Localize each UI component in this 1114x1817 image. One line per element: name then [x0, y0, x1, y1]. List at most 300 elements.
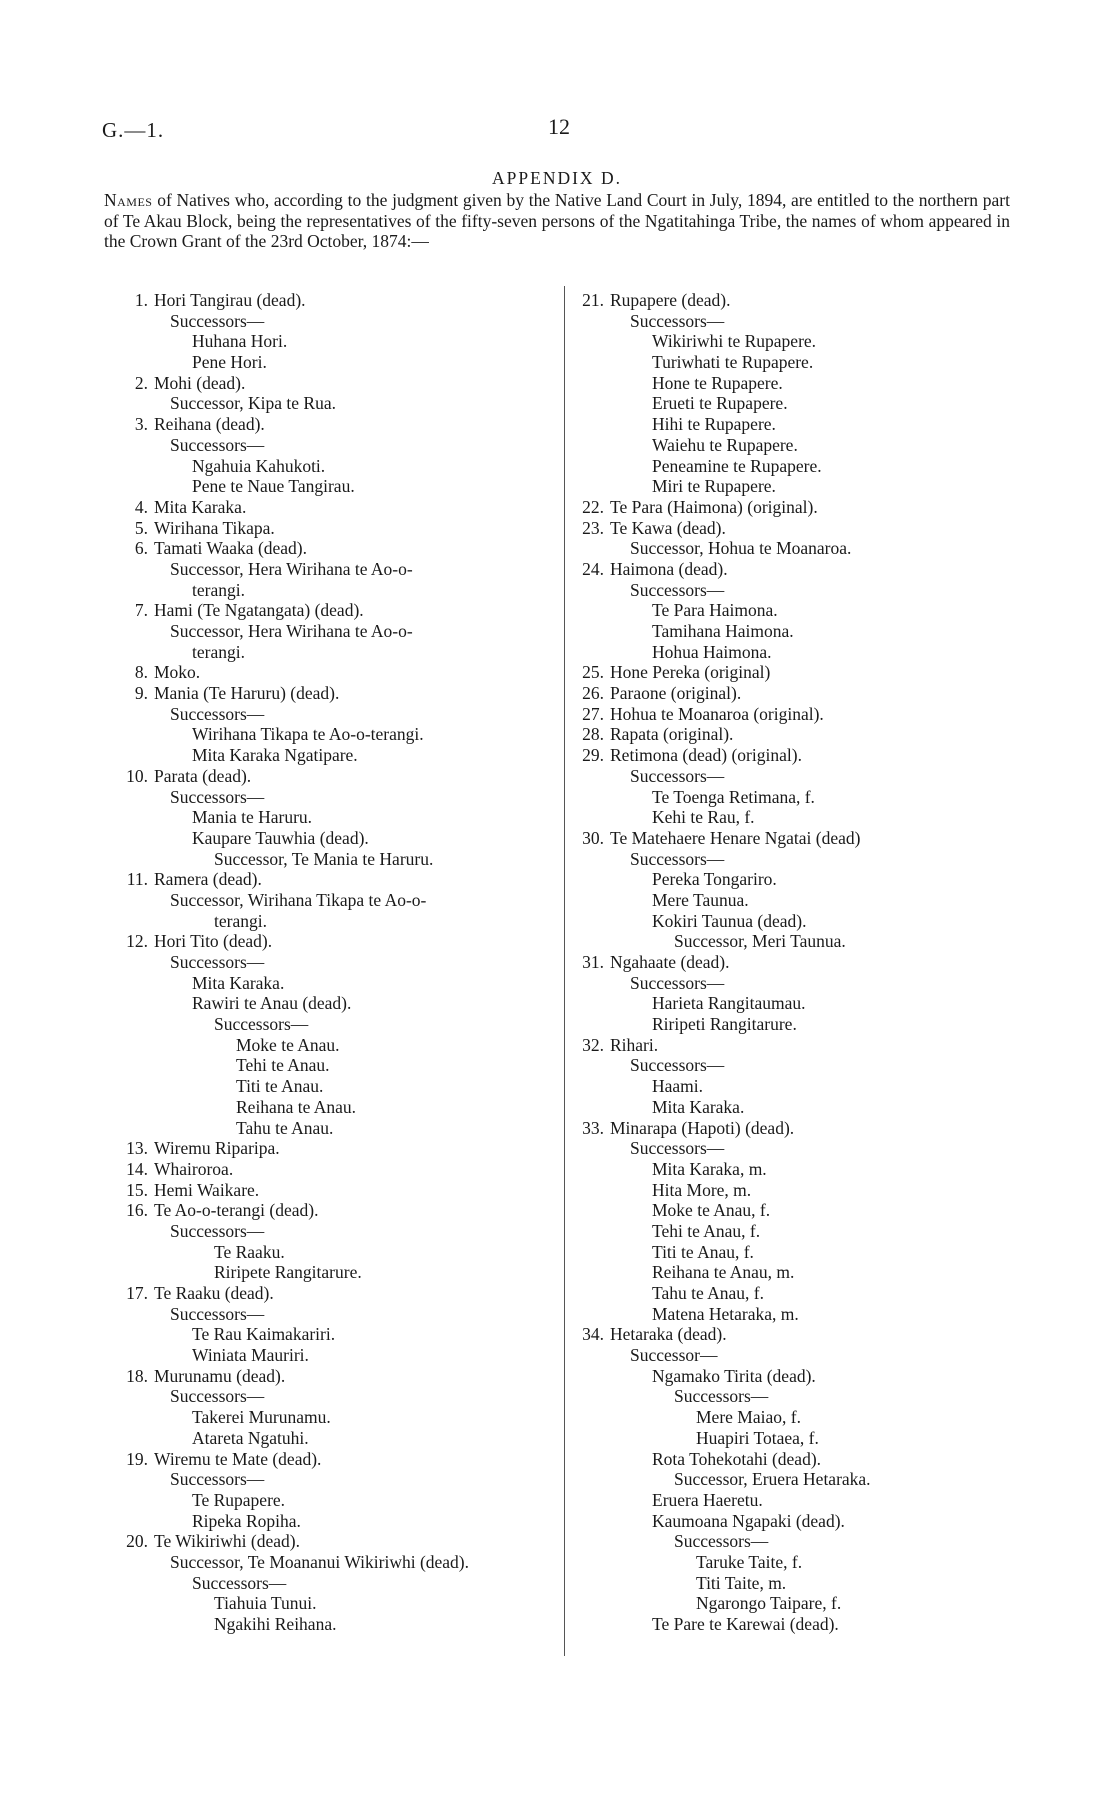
entry-text: Parata (dead). [154, 765, 252, 786]
entry-text: Successor, Hera Wirihana te Ao-o- [170, 558, 413, 579]
sub-entry-row [104, 1407, 554, 1428]
entry-text: Successors— [674, 1531, 769, 1552]
entry-number: 14. [126, 1158, 148, 1179]
entry-row [560, 724, 1020, 745]
entry-text: Wirihana Tikapa te Ao-o-terangi. [192, 724, 424, 745]
entry-row [104, 1200, 554, 1221]
entry-text: Te Kawa (dead). [610, 517, 726, 538]
entry-number: 31. [582, 952, 604, 972]
intro-lead: Names [104, 190, 153, 210]
entry-row [104, 766, 554, 787]
entry-text: Hori Tito (dead). [154, 931, 273, 952]
sub-entry-row [560, 331, 1020, 352]
sub-entry-row [104, 1573, 554, 1594]
sub-entry-row [104, 331, 554, 352]
entry-text: terangi. [192, 579, 245, 600]
entry-text: Miri te Rupapere. [652, 476, 776, 497]
entry-text: Successor, Wirihana Tikapa te Ao-o- [170, 889, 427, 910]
entry-text: Mere Taunua. [652, 889, 749, 910]
entry-text: Murunamu (dead). [154, 1365, 286, 1386]
entry-number: 26. [582, 683, 604, 704]
entry-text: Successors— [630, 310, 725, 331]
sub-entry-row [560, 1449, 1020, 1470]
sub-entry-row [104, 1118, 554, 1139]
entry-row [560, 952, 1020, 973]
entry-text: Mania (Te Haruru) (dead). [154, 683, 340, 704]
entry-text: Titi Taite, m. [696, 1572, 787, 1593]
entry-text: Peneamine te Rupapere. [652, 455, 822, 476]
sub-entry-row [560, 352, 1020, 373]
sub-entry-row [104, 559, 554, 580]
entry-row [560, 745, 1020, 766]
entry-row [104, 518, 554, 539]
entry-row [560, 290, 1020, 311]
entry-text: Successors— [170, 1469, 265, 1490]
entry-text: Mania te Haruru. [192, 807, 313, 828]
entry-number: 7. [134, 600, 148, 621]
entry-text: Te Rau Kaimakariri. [192, 1324, 336, 1345]
entry-text: Te Pare te Karewai (dead). [652, 1614, 839, 1634]
sub-entry-row [560, 787, 1020, 808]
sub-entry-row [104, 993, 554, 1014]
sub-entry-row [560, 373, 1020, 394]
sub-entry-row [560, 456, 1020, 477]
sub-entry-row [560, 1428, 1020, 1449]
entry-number: 27. [582, 703, 604, 724]
entry-number: 19. [126, 1448, 148, 1469]
entry-text: Winiata Mauriri. [192, 1345, 309, 1366]
entry-row [104, 1138, 554, 1159]
sub-entry-row [560, 973, 1020, 994]
sub-entry-row [104, 890, 554, 911]
entry-number: 2. [134, 372, 148, 393]
sub-entry-row [104, 1511, 554, 1532]
sub-entry-row [560, 1221, 1020, 1242]
sub-entry-row [560, 1531, 1020, 1552]
sub-entry-row [560, 1304, 1020, 1325]
entry-text: Ripeka Ropiha. [192, 1510, 301, 1531]
entry-number: 23. [582, 517, 604, 538]
sub-entry-row [560, 911, 1020, 932]
entry-text: Whairoroa. [154, 1158, 234, 1179]
entry-number: 20. [126, 1531, 148, 1552]
entry-row [104, 683, 554, 704]
sub-entry-row [104, 476, 554, 497]
entry-text: Mere Maiao, f. [696, 1407, 801, 1428]
entry-text: Successor, Kipa te Rua. [170, 393, 336, 414]
sub-entry-row [104, 1262, 554, 1283]
entry-text: Successors— [630, 1055, 725, 1076]
entry-text: Ngamako Tirita (dead). [652, 1365, 816, 1386]
entry-text: Ngakihi Reihana. [214, 1614, 337, 1634]
entry-text: Te Wikiriwhi (dead). [154, 1531, 300, 1552]
entry-number: 24. [582, 558, 604, 579]
sub-entry-row [104, 745, 554, 766]
entry-text: Kaupare Tauwhia (dead). [192, 827, 369, 848]
sub-entry-row [560, 1097, 1020, 1118]
sub-entry-row [560, 621, 1020, 642]
sub-entry-row [104, 1614, 554, 1635]
entry-text: Hohua Haimona. [652, 641, 772, 662]
entry-number: 11. [126, 869, 148, 890]
entry-row [560, 683, 1020, 704]
sub-entry-row [104, 1014, 554, 1035]
entry-text: Rupapere (dead). [610, 290, 731, 310]
entry-text: Rihari. [610, 1034, 659, 1055]
entry-row [560, 1118, 1020, 1139]
entry-number: 6. [134, 538, 148, 559]
sub-entry-row [560, 1552, 1020, 1573]
intro-paragraph [104, 190, 1010, 252]
entry-number: 1. [134, 290, 148, 310]
entry-text: Successors— [630, 848, 725, 869]
entry-text: Retimona (dead) (original). [610, 745, 802, 766]
entry-text: Te Raaku. [214, 1241, 285, 1262]
entry-row [104, 1159, 554, 1180]
sub-entry-row [560, 1407, 1020, 1428]
sub-entry-row [104, 952, 554, 973]
sub-entry-row [560, 1490, 1020, 1511]
sub-entry-row [104, 1552, 554, 1573]
entry-number: 29. [582, 745, 604, 766]
entry-row [104, 1180, 554, 1201]
entry-row [104, 600, 554, 621]
sub-entry-row [560, 1055, 1020, 1076]
entry-row [104, 538, 554, 559]
entry-text: Takerei Murunamu. [192, 1407, 331, 1428]
entry-text: Riripeti Rangitarure. [652, 1014, 797, 1035]
sub-entry-row [104, 1221, 554, 1242]
sub-entry-row [560, 311, 1020, 332]
entry-text: Successors— [674, 1386, 769, 1407]
entry-number: 21. [582, 290, 604, 310]
entry-text: Rota Tohekotahi (dead). [652, 1448, 822, 1469]
entry-row [104, 497, 554, 518]
entry-text: Successor, Te Moananui Wikiriwhi (dead). [170, 1551, 470, 1572]
sub-entry-row [560, 1262, 1020, 1283]
sub-entry-row [560, 766, 1020, 787]
entry-number: 3. [134, 414, 148, 435]
entry-text: Minarapa (Hapoti) (dead). [610, 1117, 795, 1138]
sub-entry-row [560, 1511, 1020, 1532]
entry-number: 15. [126, 1179, 148, 1200]
sub-entry-row [560, 1180, 1020, 1201]
entry-row [560, 559, 1020, 580]
entry-text: Mita Karaka. [652, 1096, 745, 1117]
entry-text: Titi te Anau. [236, 1076, 324, 1097]
sub-entry-row [560, 1076, 1020, 1097]
entry-number: 22. [582, 496, 604, 517]
entry-text: Hone te Rupapere. [652, 372, 783, 393]
entry-text: Taruke Taite, f. [696, 1551, 803, 1572]
entry-text: Hami (Te Ngatangata) (dead). [154, 600, 364, 621]
entry-text: Rawiri te Anau (dead). [192, 993, 352, 1014]
sub-entry-row [104, 1055, 554, 1076]
entry-text: Reihana te Anau. [236, 1096, 357, 1117]
entry-text: Successors— [170, 786, 265, 807]
entry-row [104, 1449, 554, 1470]
entry-text: Tehi te Anau. [236, 1055, 330, 1076]
entry-text: Hihi te Rupapere. [652, 414, 776, 435]
entry-number: 12. [126, 931, 148, 952]
sub-entry-row [560, 1614, 1020, 1635]
entry-text: Kehi te Rau, f. [652, 807, 755, 828]
entry-text: Successors— [192, 1572, 287, 1593]
entry-text: Titi te Anau, f. [652, 1241, 754, 1262]
entry-text: Successor— [630, 1345, 718, 1366]
entry-number: 28. [582, 724, 604, 745]
sub-entry-row [560, 1200, 1020, 1221]
entry-text: Successors— [214, 1014, 309, 1035]
entry-text: Paraone (original). [610, 683, 742, 704]
left-column [104, 290, 554, 1635]
sub-entry-row [104, 828, 554, 849]
sub-entry-row [560, 1014, 1020, 1035]
entry-number: 32. [582, 1034, 604, 1055]
entry-number: 34. [582, 1324, 604, 1345]
sub-entry-row [560, 931, 1020, 952]
entry-text: Atareta Ngatuhi. [192, 1427, 309, 1448]
entry-text: Hetaraka (dead). [610, 1324, 727, 1345]
entry-text: Hita More, m. [652, 1179, 752, 1200]
entry-text: Successor, Te Mania te Haruru. [214, 848, 434, 869]
entry-text: Te Para (Haimona) (original). [610, 496, 818, 517]
entry-text: Te Matehaere Henare Ngatai (dead) [610, 827, 861, 848]
entry-text: Tamati Waaka (dead). [154, 538, 308, 559]
sub-entry-row [104, 911, 554, 932]
sub-entry-row [560, 600, 1020, 621]
sub-entry-row [104, 1242, 554, 1263]
entry-row [104, 869, 554, 890]
entry-number: 5. [134, 517, 148, 538]
sub-entry-row [560, 993, 1020, 1014]
entry-text: Reihana (dead). [154, 414, 265, 435]
sub-entry-row [104, 849, 554, 870]
entry-text: Riripete Rangitarure. [214, 1262, 362, 1283]
entry-text: Successors— [630, 765, 725, 786]
entry-text: Erueti te Rupapere. [652, 393, 788, 414]
sub-entry-row [104, 787, 554, 808]
page-number: 12 [548, 114, 570, 139]
entry-text: Mita Karaka. [192, 972, 285, 993]
sub-entry-row [104, 435, 554, 456]
entry-text: Wiremu te Mate (dead). [154, 1448, 322, 1469]
entry-number: 25. [582, 662, 604, 683]
entry-number: 13. [126, 1138, 148, 1159]
entry-text: Wikiriwhi te Rupapere. [652, 331, 817, 352]
sub-entry-row [104, 1345, 554, 1366]
entry-text: Huapiri Totaea, f. [696, 1427, 819, 1448]
entry-text: Ramera (dead). [154, 869, 262, 890]
entry-text: Haami. [652, 1076, 704, 1097]
entry-text: Successors— [170, 703, 265, 724]
entry-text: Moke te Anau, f. [652, 1200, 771, 1221]
sub-entry-row [104, 1490, 554, 1511]
entry-number: 33. [582, 1117, 604, 1138]
sub-entry-row [560, 435, 1020, 456]
entry-text: Ngahuia Kahukoti. [192, 455, 326, 476]
entry-text: Turiwhati te Rupapere. [652, 352, 814, 373]
sub-entry-row [104, 807, 554, 828]
sub-entry-row [104, 1469, 554, 1490]
sub-entry-row [560, 414, 1020, 435]
entry-text: Tehi te Anau, f. [652, 1220, 761, 1241]
entry-row [104, 373, 554, 394]
entry-text: Kokiri Taunua (dead). [652, 910, 807, 931]
sub-entry-row [560, 890, 1020, 911]
entry-text: Pereka Tongariro. [652, 869, 777, 890]
entry-text: Haimona (dead). [610, 558, 728, 579]
entry-text: terangi. [214, 910, 267, 931]
entry-text: Matena Hetaraka, m. [652, 1303, 799, 1324]
sub-entry-row [104, 1386, 554, 1407]
entry-text: Moko. [154, 662, 201, 683]
entry-row [104, 414, 554, 435]
sub-entry-row [560, 1138, 1020, 1159]
entry-text: Te Raaku (dead). [154, 1283, 274, 1303]
entry-text: Successors— [170, 1220, 265, 1241]
sub-entry-row [104, 1076, 554, 1097]
entry-text: Tamihana Haimona. [652, 621, 794, 641]
entry-number: 9. [134, 683, 148, 704]
sub-entry-row [104, 1304, 554, 1325]
sub-entry-row [104, 311, 554, 332]
entry-text: Successors— [630, 972, 725, 993]
sub-entry-row [560, 393, 1020, 414]
sub-entry-row [104, 352, 554, 373]
sub-entry-row [560, 538, 1020, 559]
entry-number: 18. [126, 1365, 148, 1386]
entry-text: Moke te Anau. [236, 1034, 340, 1055]
page-reference: G.—1. [102, 118, 165, 142]
entry-text: Waiehu te Rupapere. [652, 434, 798, 455]
intro-text: of Natives who, according to the judgment given by the Native Land Court in July, 1894, are entitled to the northern part of Te Akau Block, being the representatives of the fifty-seven persons of the Ngatitahinga Tribe, the names of whom appeared in the Crown Grant of the 23rd October, 1874:— [104, 190, 1010, 251]
entry-text: Mohi (dead). [154, 372, 246, 393]
entry-text: terangi. [192, 641, 245, 662]
entry-row [560, 1324, 1020, 1345]
sub-entry-row [104, 1593, 554, 1614]
sub-entry-row [560, 1283, 1020, 1304]
entry-text: Tahu te Anau, f. [652, 1283, 765, 1303]
sub-entry-row [560, 807, 1020, 828]
entry-text: Successors— [170, 310, 265, 331]
entry-text: Te Ao-o-terangi (dead). [154, 1200, 319, 1221]
entry-text: Mita Karaka, m. [652, 1158, 767, 1179]
entry-text: Hemi Waikare. [154, 1179, 260, 1200]
entry-text: Successor, Hera Wirihana te Ao-o- [170, 621, 413, 641]
entry-text: Successors— [170, 1386, 265, 1407]
entry-text: Huhana Hori. [192, 331, 288, 352]
entry-text: Reihana te Anau, m. [652, 1262, 795, 1283]
sub-entry-row [104, 1428, 554, 1449]
entry-text: Wirihana Tikapa. [154, 517, 275, 538]
sub-entry-row [104, 1097, 554, 1118]
entry-row [560, 518, 1020, 539]
sub-entry-row [104, 724, 554, 745]
entry-text: Te Rupapere. [192, 1489, 286, 1510]
entry-text: Rapata (original). [610, 724, 734, 745]
entry-number: 17. [126, 1283, 148, 1303]
sub-entry-row [104, 456, 554, 477]
entry-text: Harieta Rangitaumau. [652, 993, 806, 1014]
sub-entry-row [104, 642, 554, 663]
entry-text: Wiremu Riparipa. [154, 1138, 280, 1159]
sub-entry-row [560, 642, 1020, 663]
entry-row [560, 704, 1020, 725]
sub-entry-row [560, 1242, 1020, 1263]
entry-row [560, 828, 1020, 849]
entry-text: Tahu te Anau. [236, 1117, 334, 1138]
sub-entry-row [104, 973, 554, 994]
sub-entry-row [560, 1345, 1020, 1366]
entry-text: Successor, Eruera Hetaraka. [674, 1469, 871, 1490]
entry-text: Successors— [630, 579, 725, 600]
entry-text: Mita Karaka Ngatipare. [192, 745, 358, 766]
entry-text: Pene Hori. [192, 352, 267, 373]
entry-row [104, 662, 554, 683]
entry-text: Hohua te Moanaroa (original). [610, 703, 824, 724]
sub-entry-row [560, 476, 1020, 497]
entry-text: Successor, Hohua te Moanaroa. [630, 538, 852, 559]
sub-entry-row [560, 1159, 1020, 1180]
entry-row [104, 290, 554, 311]
entry-text: Kaumoana Ngapaki (dead). [652, 1510, 845, 1531]
entry-text: Successor, Meri Taunua. [674, 931, 846, 952]
sub-entry-row [104, 704, 554, 725]
entry-text: Tiahuia Tunui. [214, 1593, 317, 1614]
entry-text: Successors— [170, 1303, 265, 1324]
entry-text: Te Toenga Retimana, f. [652, 786, 815, 807]
entry-number: 10. [126, 765, 148, 786]
entry-text: Successors— [630, 1138, 725, 1159]
sub-entry-row [560, 1366, 1020, 1387]
entry-text: Hori Tangirau (dead). [154, 290, 306, 310]
entry-number: 16. [126, 1200, 148, 1221]
appendix-title: APPENDIX D. [492, 168, 622, 188]
entry-text: Successors— [170, 952, 265, 972]
entry-text: Pene te Naue Tangirau. [192, 476, 355, 497]
sub-entry-row [104, 1035, 554, 1056]
entry-row [560, 662, 1020, 683]
sub-entry-row [104, 621, 554, 642]
entry-text: Hone Pereka (original) [610, 662, 771, 683]
sub-entry-row [560, 1593, 1020, 1614]
entry-text: Ngahaate (dead). [610, 952, 730, 972]
entry-number: 30. [582, 827, 604, 848]
entry-text: Te Para Haimona. [652, 600, 778, 621]
entry-row [560, 1035, 1020, 1056]
sub-entry-row [560, 1469, 1020, 1490]
entry-row [104, 1283, 554, 1304]
sub-entry-row [560, 580, 1020, 601]
sub-entry-row [104, 393, 554, 414]
sub-entry-row [104, 1324, 554, 1345]
sub-entry-row [560, 869, 1020, 890]
entry-number: 4. [134, 496, 148, 517]
entry-text: Ngarongo Taipare, f. [696, 1593, 842, 1614]
entry-text: Eruera Haeretu. [652, 1489, 763, 1510]
entry-row [560, 497, 1020, 518]
entry-text: Mita Karaka. [154, 496, 247, 517]
sub-entry-row [560, 1573, 1020, 1594]
entry-text: Successors— [170, 434, 265, 455]
entry-number: 8. [134, 662, 148, 683]
sub-entry-row [104, 580, 554, 601]
right-column [560, 290, 1020, 1635]
entry-row [104, 1531, 554, 1552]
entry-row [104, 1366, 554, 1387]
sub-entry-row [560, 849, 1020, 870]
